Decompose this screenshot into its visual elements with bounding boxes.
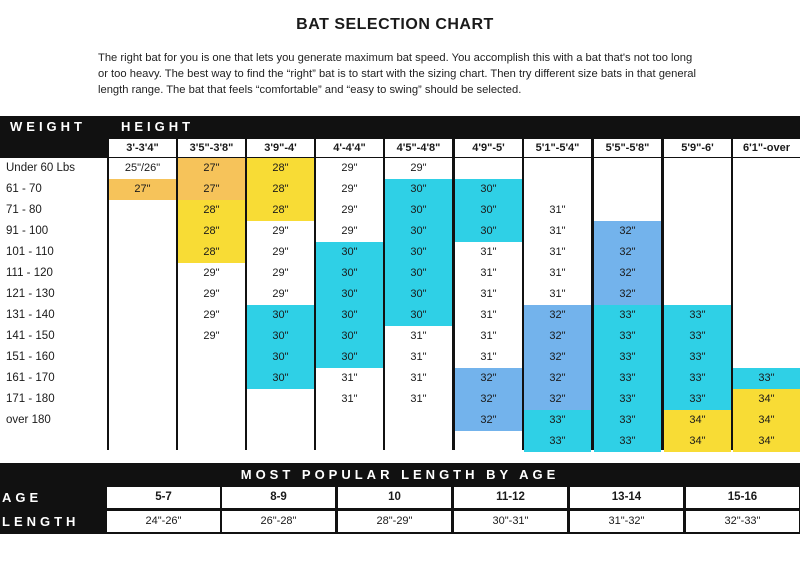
- bat-length-cell: 32": [455, 368, 522, 389]
- height-column-header: 5'1"-5'4": [524, 139, 591, 157]
- bat-length-cell: 29": [341, 204, 358, 216]
- bat-length-cell: 31": [410, 372, 427, 384]
- bat-length-cell: 33": [733, 368, 800, 389]
- popular-title: MOST POPULAR LENGTH BY AGE: [240, 467, 560, 482]
- weight-label: over 180: [6, 414, 51, 426]
- bat-length-cell: 33": [594, 305, 661, 326]
- bat-length-cell: 31": [480, 351, 497, 363]
- weight-label: 131 - 140: [6, 309, 55, 321]
- bat-length-cell: 30": [316, 305, 383, 326]
- bat-length-cell: 31": [410, 393, 427, 405]
- bat-length-cell: 28": [247, 200, 314, 221]
- bat-length-cell: 33": [664, 389, 731, 410]
- bat-length-cell: 31": [410, 330, 427, 342]
- bat-length-cell: 33": [594, 389, 661, 410]
- bat-length-cell: 30": [316, 263, 383, 284]
- bat-length-cell: 30": [385, 179, 452, 200]
- bat-length-cell: 29": [272, 246, 289, 258]
- bat-length-cell: 30": [455, 179, 522, 200]
- weight-label: 91 - 100: [6, 225, 49, 237]
- length-cell: 24"-26": [107, 511, 220, 532]
- bat-length-cell: 31": [480, 246, 497, 258]
- length-cell: 32"-33": [686, 511, 799, 532]
- bat-length-cell: 33": [594, 431, 661, 452]
- bat-length-cell: 32": [594, 284, 661, 305]
- bat-length-cell: 28": [247, 179, 314, 200]
- bat-length-cell: 30": [385, 221, 452, 242]
- age-cell: 10: [338, 487, 451, 508]
- bat-length-cell: 30": [247, 368, 314, 389]
- bat-length-cell: 29": [203, 309, 220, 321]
- bat-length-cell: 30": [385, 263, 452, 284]
- bat-length-cell: 34": [733, 410, 800, 431]
- weight-label: 171 - 180: [6, 393, 55, 405]
- bat-length-cell: 33": [664, 368, 731, 389]
- length-row-label: LENGTH: [2, 514, 80, 529]
- bat-length-cell: 31": [341, 393, 358, 405]
- bat-length-cell: 30": [247, 326, 314, 347]
- weight-label: 111 - 120: [6, 267, 53, 279]
- length-cell: 30"-31": [454, 511, 567, 532]
- bat-length-cell: 30": [316, 242, 383, 263]
- bat-length-cell: 29": [341, 162, 358, 174]
- bat-length-cell: 29": [272, 288, 289, 300]
- height-column-header: 3'9"-4': [247, 139, 314, 157]
- bat-length-cell: 29": [341, 183, 358, 195]
- bat-length-cell: 28": [178, 200, 245, 221]
- age-cell: 15-16: [686, 487, 799, 508]
- bat-length-cell: 30": [316, 284, 383, 305]
- bat-length-cell: 31": [341, 372, 358, 384]
- height-column-header: 3'-3'4": [109, 139, 176, 157]
- bat-length-cell: 32": [524, 347, 591, 368]
- bat-length-cell: 30": [247, 347, 314, 368]
- bat-length-cell: 29": [203, 267, 220, 279]
- length-cell: 26"-28": [222, 511, 335, 532]
- bat-length-cell: 31": [480, 330, 497, 342]
- height-column-header: 4'5"-4'8": [385, 139, 452, 157]
- bat-length-cell: 30": [385, 284, 452, 305]
- length-cell: 28"-29": [338, 511, 451, 532]
- weight-label: 61 - 70: [6, 183, 42, 195]
- bat-length-cell: 32": [524, 326, 591, 347]
- age-cell: 8-9: [222, 487, 335, 508]
- bat-length-cell: 33": [594, 347, 661, 368]
- height-column-header: 4'-4'4": [316, 139, 383, 157]
- bat-length-cell: 31": [549, 288, 566, 300]
- bat-length-cell: 31": [549, 225, 566, 237]
- height-header: HEIGHT: [121, 119, 195, 134]
- bat-length-cell: 29": [272, 267, 289, 279]
- bat-length-cell: 32": [594, 263, 661, 284]
- bat-length-cell: 29": [203, 330, 220, 342]
- height-column-header: 3'5"-3'8": [178, 139, 245, 157]
- bat-length-cell: 31": [480, 309, 497, 321]
- bat-length-cell: 34": [664, 431, 731, 452]
- weight-label: 101 - 110: [6, 246, 54, 258]
- age-cell: 11-12: [454, 487, 567, 508]
- age-row-label: AGE: [2, 490, 43, 505]
- age-cell: 13-14: [570, 487, 683, 508]
- bat-length-cell: 32": [524, 389, 591, 410]
- bat-length-cell: 28": [178, 221, 245, 242]
- weight-label: 71 - 80: [6, 204, 42, 216]
- length-cell: 31"-32": [570, 511, 683, 532]
- bat-length-cell: 28": [178, 242, 245, 263]
- weight-header: WEIGHT: [10, 119, 86, 134]
- bat-length-cell: 34": [733, 431, 800, 452]
- bat-length-cell: 29": [272, 225, 289, 237]
- bat-length-cell: 30": [455, 200, 522, 221]
- bat-length-cell: 33": [524, 431, 591, 452]
- weight-label: Under 60 Lbs: [6, 162, 76, 174]
- bat-length-cell: 33": [594, 410, 661, 431]
- bat-length-cell: 33": [664, 326, 731, 347]
- height-column: [109, 158, 176, 450]
- bat-length-cell: 31": [549, 267, 566, 279]
- bat-length-cell: 33": [664, 347, 731, 368]
- height-column-header: 6'1"-over: [733, 139, 800, 157]
- bat-length-cell: 28": [247, 158, 314, 179]
- weight-label: 121 - 130: [6, 288, 55, 300]
- bat-length-cell: 27": [109, 179, 176, 200]
- bat-length-cell: 30": [385, 200, 452, 221]
- bat-length-cell: 30": [455, 221, 522, 242]
- bat-length-cell: 29": [341, 225, 358, 237]
- bat-length-cell: 30": [247, 305, 314, 326]
- bat-length-cell: 32": [594, 242, 661, 263]
- bat-length-cell: 32": [524, 305, 591, 326]
- bat-length-cell: 34": [733, 389, 800, 410]
- weight-label: 141 - 150: [6, 330, 55, 342]
- bat-length-cell: 29": [203, 288, 220, 300]
- bat-length-cell: 31": [549, 204, 566, 216]
- bat-length-cell: 32": [524, 368, 591, 389]
- weight-label: 151 - 160: [6, 351, 55, 363]
- bat-length-cell: 27": [178, 158, 245, 179]
- height-column-header: 5'5"-5'8": [594, 139, 661, 157]
- bat-length-cell: 27": [178, 179, 245, 200]
- bat-length-cell: 33": [664, 305, 731, 326]
- age-cell: 5-7: [107, 487, 220, 508]
- bat-length-cell: 30": [316, 326, 383, 347]
- bat-length-cell: 31": [480, 288, 497, 300]
- bat-length-cell: 30": [385, 242, 452, 263]
- height-column-header: 5'9"-6': [664, 139, 731, 157]
- bat-length-cell: 33": [524, 410, 591, 431]
- intro-paragraph: The right bat for you is one that lets you generate maximum bat speed. You accomplish this with a bat that's not too long or too heavy. The best way to find the “right” bat is to start with the sizing chart. Then try different size bats in that general length range. The bat that feels “comfortable” and “easy to swing” should be selected.: [98, 52, 697, 96]
- bat-length-cell: 31": [410, 351, 427, 363]
- bat-length-cell: 31": [549, 246, 566, 258]
- bat-length-cell: 31": [480, 267, 497, 279]
- bat-length-cell: 32": [455, 389, 522, 410]
- chart-title: BAT SELECTION CHART: [296, 16, 494, 33]
- bat-length-cell: 34": [664, 410, 731, 431]
- bat-length-cell: 33": [594, 326, 661, 347]
- bat-length-cell: 30": [316, 347, 383, 368]
- bat-length-cell: 32": [594, 221, 661, 242]
- weight-label: 161 - 170: [6, 372, 55, 384]
- bat-length-cell: 25"/26": [124, 162, 161, 174]
- bat-length-cell: 30": [385, 305, 452, 326]
- bat-length-cell: 32": [455, 410, 522, 431]
- height-column-header: 4'9"-5': [455, 139, 522, 157]
- bat-length-cell: 29": [410, 162, 427, 174]
- bat-length-cell: 33": [594, 368, 661, 389]
